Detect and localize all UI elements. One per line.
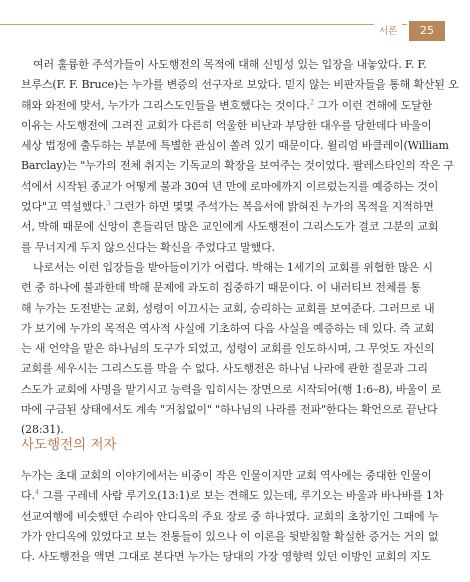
text-line <box>21 486 451 506</box>
text-line: 세상 법정에 출두하는 부분에 특별한 관심이 쏠려 있기 때문이다. 윌리엄 바클레이(William <box>21 139 449 153</box>
text-span: 그가 이런 견해에 도달한 <box>313 98 433 112</box>
text-span: 다. <box>21 489 35 503</box>
text-line: 가가 안디옥에 있었다고 보는 전통들이 있으나 이 이론을 뒷받침할 확실한 증거는 거의 없 <box>21 529 439 543</box>
text-line: 가 보기에 누가의 목적은 역사적 사실에 기초하여 다음 사실을 예증하는 데 있다. 즉 교회 <box>21 321 435 335</box>
text-line: 여러 훌륭한 주석가들이 사도행전의 목적에 대해 신빙성 있는 입장을 내놓았다. F. F. <box>33 58 427 71</box>
text-line: 누가는 초대 교회의 이야기에서는 비중이 작은 인물이지만 교회 역사에는 중대한 인물이 <box>21 469 432 482</box>
text-line: 석에서 시작된 종교가 어떻게 불과 30여 년 만에 로마에까지 이르렀는지를 예증하는 것이 <box>21 179 439 193</box>
text-line: 를 무너지게 두지 않으신다는 확신을 주었다고 말했다. <box>21 240 275 254</box>
footnote-mark-4[interactable]: 4 <box>34 488 40 497</box>
text-line <box>21 96 451 116</box>
text-line: 이유는 사도행전에 그려진 교회가 다른히 억울한 비난과 부당한 대우를 당한데다 바울이 <box>21 118 432 132</box>
header-rule <box>0 24 407 25</box>
text-line: 마에 구금된 상태에서도 계속 "거침없이" "하나님의 나라를 전파"한다는 확언으로 끝난다 <box>21 403 438 417</box>
text-line: 교회를 세우시는 그리스도를 막을 수 없다. 사도행전은 하나님 나라에 관한 질문과 그리 <box>21 362 428 376</box>
section-heading: 사도행전의 저자 <box>21 437 117 453</box>
text-line: (28:31). <box>21 423 64 437</box>
text-span: 그를 구레네 사람 루기오(13:1)로 보는 견해도 있는데, 루기오는 바울과 바나바를 1차 <box>39 489 444 503</box>
text-line: 선교여행에 비슷했던 수리아 안디옥의 주요 장로 중 하나였다. 교회의 초창기인 그때에 누 <box>21 509 439 523</box>
text-span: 었다"고 역설했다. <box>21 200 106 214</box>
text-span: 그런가 하면 몇몇 주석가는 복음서에 밝혀진 누가의 목적을 지적하면 <box>110 200 434 214</box>
text-span: 해와 와전에 맞서, 누가가 그리스도인들을 변호했다는 것이다. <box>21 98 310 112</box>
text-line: 는 새 언약을 맡은 하나님의 도구가 되었고, 성령이 교회를 인도하시며, 그 무엇도 자신의 <box>21 342 435 356</box>
text-line: 해 누가는 도전받는 교회, 성령이 이끄시는 교회, 승리하는 교회를 보여준다. 그러므로 내 <box>21 301 435 315</box>
body-text <box>21 55 459 441</box>
page-number-badge: 25 <box>409 21 445 41</box>
footnote-mark-2[interactable]: 2 <box>309 97 314 106</box>
text-line: 브루스(F. F. Bruce)는 누가를 변증의 선구자로 보았다. 믿지 않는 비판자들을 통해 확산된 오 <box>21 78 459 92</box>
text-line: 련 중 하나에 불과한데 박해 문제에 과도히 집중하기 때문이다. 이 내러티브 전체를 통 <box>21 281 421 295</box>
body-text-author <box>21 466 451 567</box>
text-line: 다. 사도행전을 액면 그대로 본다면 누가는 당대의 가장 영향력 있던 이방인 교회의 지도 <box>21 550 432 564</box>
text-line: 나로서는 이런 입장들을 받아들이기가 어렵다. 박해는 1세기의 교회를 위협한 많은 시 <box>33 260 433 274</box>
footnote-mark-3[interactable]: 3 <box>105 199 111 208</box>
text-line: Barclay)는 "누가의 전체 취지는 기독교의 확장을 보여주는 것이었다. 팔레스타인의 작은 구 <box>21 159 454 173</box>
text-line <box>21 197 451 217</box>
section-label: 서론 <box>374 23 402 37</box>
text-line: 스도가 교회에 사명을 맡기시고 능력을 입히시는 장면으로 시작되어(행 1:6–8), 바울이 로 <box>21 382 442 396</box>
text-line: 서, 박해 때문에 신앙이 흔들리던 많은 교인에게 사도행전이 그리스도가 결코 그분의 교회 <box>21 220 439 234</box>
